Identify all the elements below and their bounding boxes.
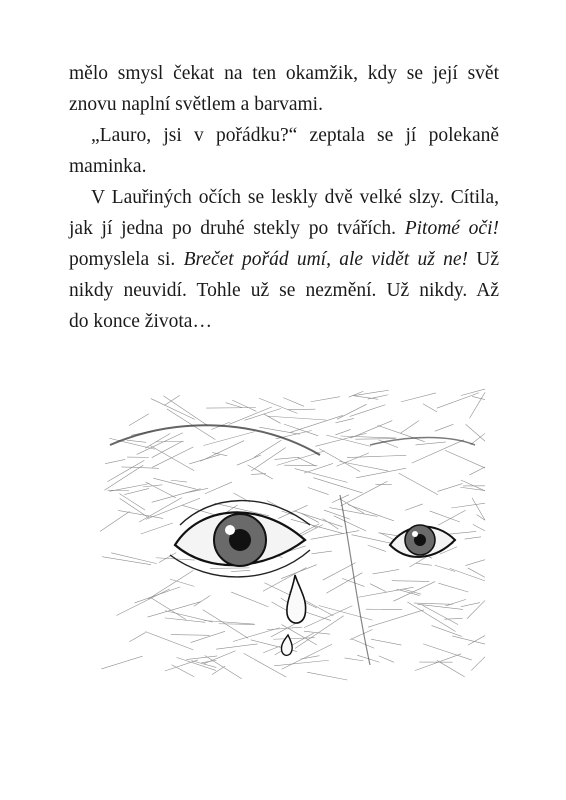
hatch-stroke — [141, 523, 173, 534]
hatch-stroke — [145, 632, 193, 650]
hatch-stroke — [392, 581, 429, 582]
hatch-stroke — [423, 644, 472, 660]
hatch-stroke — [412, 440, 464, 463]
hatch-stroke — [186, 656, 217, 660]
hatch-stroke — [435, 424, 454, 431]
hatch-stroke — [274, 457, 299, 459]
hatch-stroke — [452, 636, 485, 644]
hatch-stroke — [401, 393, 436, 402]
hatch-stroke — [471, 657, 485, 671]
hatch-stroke — [337, 404, 367, 419]
sketch-illustration — [90, 375, 490, 685]
hatch-stroke — [393, 582, 435, 602]
hatch-stroke — [353, 390, 389, 396]
hatch-stroke — [212, 666, 225, 674]
paragraph-2 — [69, 120, 499, 182]
hatch-stroke — [151, 399, 195, 420]
hatch-stroke — [129, 414, 149, 426]
paragraph-3 — [69, 182, 499, 337]
hatch-stroke — [139, 498, 182, 522]
hatch-stroke — [350, 405, 386, 417]
hatch-stroke — [341, 481, 388, 506]
hatch-stroke — [339, 461, 388, 471]
hatch-stroke — [304, 463, 333, 473]
hatch-stroke — [107, 460, 144, 481]
hatch-stroke — [100, 511, 129, 531]
hatch-stroke — [275, 633, 314, 655]
hatch-stroke — [259, 398, 297, 413]
hatch-stroke — [315, 433, 366, 446]
hatch-stroke — [326, 573, 362, 594]
hatch-stroke — [129, 632, 145, 641]
hatch-stroke — [267, 416, 326, 420]
hatch-stroke — [438, 484, 463, 492]
hatch-stroke — [127, 440, 146, 442]
hatch-stroke — [415, 442, 445, 445]
hatch-stroke — [407, 602, 455, 631]
hatch-stroke — [148, 602, 201, 617]
hatch-stroke — [204, 432, 255, 446]
hatch-stroke — [461, 389, 485, 395]
hatch-stroke — [355, 439, 395, 440]
hatch-stroke — [210, 568, 249, 569]
hatch-stroke — [189, 455, 219, 464]
hatch-stroke — [345, 658, 364, 661]
hatch-stroke — [368, 610, 424, 627]
hatch-stroke — [231, 570, 250, 571]
hatch-stroke — [465, 537, 481, 539]
hatch-stroke — [435, 565, 455, 571]
hatch-stroke — [324, 510, 350, 519]
hatch-stroke — [124, 488, 149, 494]
hatch-stroke — [438, 510, 466, 525]
hatch-stroke — [347, 455, 406, 457]
hatch-stroke — [432, 626, 462, 637]
hatch-stroke — [251, 448, 285, 471]
left-eye — [170, 501, 310, 577]
text-line: nikdy neuvidí. Tohle už se nezmění. Už nikdy. Až — [69, 280, 499, 301]
hatch-stroke — [416, 563, 432, 565]
hatch-stroke — [311, 397, 340, 402]
hatch-stroke — [283, 398, 304, 407]
italic-thought: Brečet pořád umí, ale vidět už ne! — [183, 249, 468, 270]
hatch-stroke — [461, 603, 480, 607]
hatch-stroke — [348, 505, 394, 521]
hatch-stroke — [205, 482, 232, 494]
hatch-stroke — [366, 609, 402, 610]
hatch-stroke — [109, 438, 155, 449]
hatch-stroke — [451, 503, 485, 508]
hatch-stroke — [472, 498, 485, 520]
hatch-stroke — [274, 660, 329, 666]
hatch-stroke — [263, 414, 280, 423]
hatch-stroke — [150, 446, 194, 471]
hatch-stroke — [470, 467, 485, 475]
hatch-stroke — [399, 473, 438, 495]
hatch-stroke — [323, 563, 356, 580]
hatch-stroke — [237, 455, 261, 465]
hatch-stroke — [368, 545, 386, 551]
hatch-stroke — [319, 606, 373, 621]
hatch-stroke — [400, 421, 419, 434]
hatch-stroke — [244, 408, 281, 420]
hatch-stroke — [472, 396, 485, 399]
hatch-stroke — [152, 447, 193, 467]
hatch-stroke — [423, 404, 437, 412]
hatch-stroke — [145, 434, 170, 449]
hatch-stroke — [477, 515, 485, 521]
hatch-stroke — [438, 583, 468, 592]
hatch-stroke — [278, 505, 307, 518]
hatch-stroke — [119, 494, 145, 511]
hatch-stroke — [308, 488, 329, 495]
hatch-stroke — [247, 465, 272, 479]
hatch-stroke — [371, 639, 401, 645]
hatch-stroke — [437, 660, 465, 676]
hatch-stroke — [116, 589, 169, 616]
text-line: jak jí jedna po druhé stekly po tvářích. Pitomé oči! — [69, 218, 499, 239]
hatch-stroke — [405, 504, 423, 510]
hatch-stroke — [191, 631, 225, 642]
hatch-stroke — [205, 655, 242, 678]
text-line: maminka. — [69, 156, 147, 177]
hatch-stroke — [229, 407, 272, 424]
hatch-stroke — [323, 519, 339, 530]
hatch-stroke — [254, 440, 282, 457]
hatch-stroke — [172, 665, 195, 677]
text-line: mělo smysl čekat na ten okamžik, kdy se její svět — [69, 63, 499, 84]
hatch-stroke — [335, 418, 353, 422]
hatch-stroke — [231, 592, 268, 607]
eyes-sketch-icon — [90, 375, 490, 685]
italic-thought: Pitomé oči! — [404, 218, 499, 239]
hatch-stroke — [329, 507, 377, 516]
hatch-stroke — [146, 482, 176, 498]
hatch-stroke — [350, 630, 373, 640]
hatch-stroke — [465, 560, 485, 566]
hatch-stroke — [445, 450, 485, 468]
hatch-stroke — [334, 516, 366, 531]
hatch-stroke — [281, 565, 317, 579]
text-line: do konce života… — [69, 311, 212, 332]
text-line: pomyslela si. Brečet pořád umí, ale vidět už ne! Už — [69, 249, 499, 270]
hatch-stroke — [233, 628, 280, 642]
hatch-stroke — [171, 635, 210, 636]
hatch-stroke — [473, 524, 485, 531]
hatch-stroke — [319, 449, 360, 472]
hatch-stroke — [307, 672, 347, 680]
hatch-stroke — [135, 587, 181, 603]
hatch-stroke — [104, 465, 143, 490]
hatch-stroke — [372, 569, 399, 574]
hatch-stroke — [445, 599, 465, 606]
hatch-stroke — [151, 598, 186, 620]
text-line: „Lauro, jsi v pořádku?“ zeptala se jí polekaně — [91, 125, 499, 146]
hatch-stroke — [153, 478, 196, 489]
hatch-stroke — [107, 490, 129, 491]
story-text — [69, 58, 499, 337]
paragraph-1 — [69, 58, 499, 120]
hatch-stroke — [212, 453, 227, 456]
hatch-stroke — [470, 392, 485, 418]
hatch-stroke — [430, 511, 460, 522]
hatch-stroke — [417, 604, 463, 609]
hatch-stroke — [148, 570, 193, 599]
hatch-stroke — [414, 603, 453, 604]
hatch-stroke — [194, 595, 210, 606]
hatch-stroke — [437, 393, 479, 408]
hatch-stroke — [176, 657, 215, 670]
hatch-stroke — [298, 458, 316, 466]
hatch-stroke — [216, 644, 258, 649]
hatch-stroke — [379, 656, 394, 662]
hatch-stroke — [101, 656, 142, 669]
hatch-stroke — [284, 424, 318, 436]
hatch-stroke — [351, 638, 374, 648]
hatch-stroke — [105, 459, 125, 463]
text-line: V Lauřiných očích se leskly dvě velké slzy. Cítila, — [91, 187, 499, 208]
hatch-stroke — [200, 441, 244, 462]
hatch-stroke — [466, 424, 485, 441]
hatch-stroke — [164, 395, 180, 405]
hatch-stroke — [311, 551, 331, 554]
text-line: znovu naplní světlem a barvami. — [69, 94, 323, 115]
hatch-stroke — [335, 429, 350, 434]
hatch-stroke — [152, 489, 201, 503]
hatch-stroke — [171, 480, 187, 482]
hatch-stroke — [304, 606, 352, 628]
hatch-stroke — [370, 584, 386, 592]
hatch-stroke — [165, 660, 198, 671]
